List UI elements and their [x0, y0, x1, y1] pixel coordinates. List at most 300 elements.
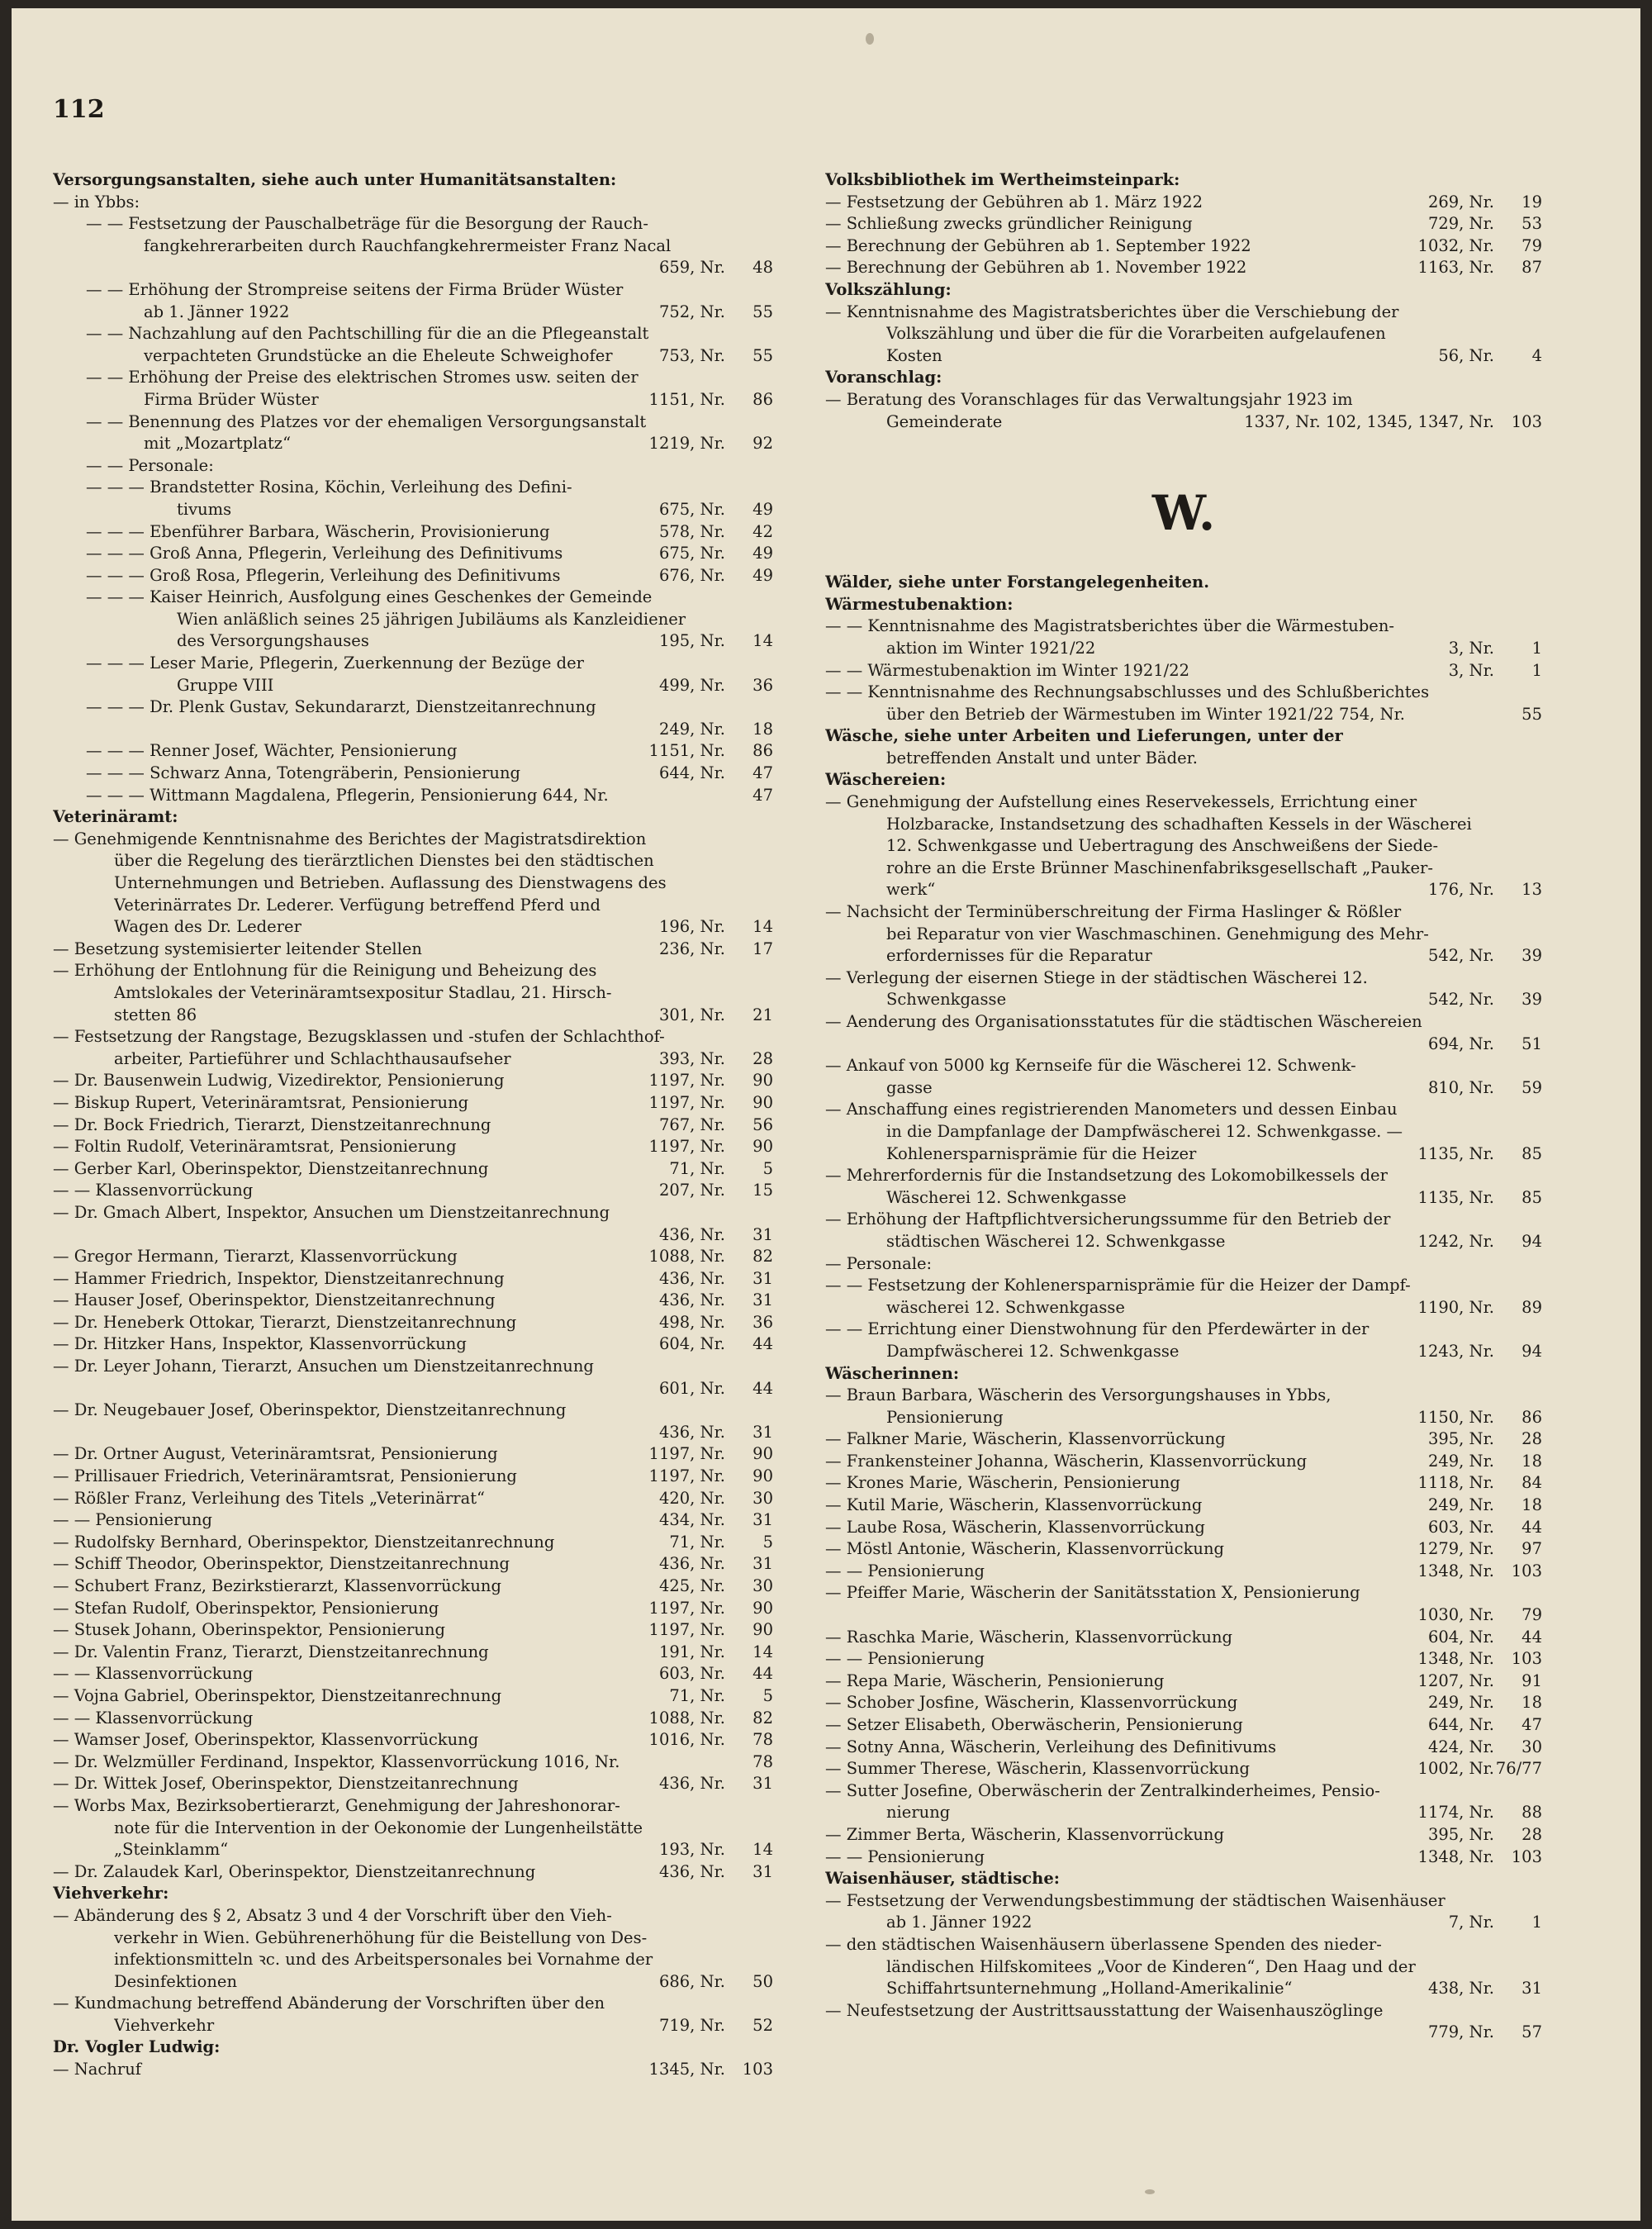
index-entry	[825, 791, 1542, 814]
index-entry	[53, 1708, 773, 1730]
index-entry	[825, 924, 1542, 946]
entry-text: — Dr. Gmach Albert, Inspektor, Ansuchen um Dienstzeitanrechnung	[53, 1202, 610, 1222]
entry-text: — — — Leser Marie, Pflegerin, Zuerkennung der Bezüge der	[86, 653, 584, 673]
entry-text: — Verlegung der eisernen Stiege in der städtischen Wäscherei 12.	[825, 967, 1368, 987]
index-heading	[825, 169, 1542, 192]
issue-number: 84	[1521, 1473, 1542, 1493]
issue-number: 31	[752, 1861, 773, 1881]
page-reference: 434, Nr.	[658, 1510, 725, 1530]
entry-text: rohre an die Erste Brünner Maschinenfabriksgesellschaft „Pauker-	[886, 858, 1433, 877]
issue-number: 31	[752, 1554, 773, 1574]
issue-number: 39	[1521, 990, 1542, 1010]
index-entry	[53, 675, 773, 697]
page-reference: 1151, Nr.	[648, 389, 725, 409]
page-reference: 1030, Nr.	[1417, 1605, 1494, 1625]
index-entry	[53, 1488, 773, 1510]
page-number: 112	[53, 95, 105, 124]
issue-number: 5	[762, 1532, 773, 1552]
index-heading	[825, 769, 1542, 791]
entry-text: — — Wärmestubenaktion im Winter 1921/22	[825, 660, 1190, 680]
page-reference: 1197, Nr.	[648, 1444, 725, 1464]
issue-number: 14	[752, 1642, 773, 1661]
index-entry	[53, 1422, 773, 1444]
entry-text: — Rudolfsky Bernhard, Oberinspektor, Dienstzeitanrechnung	[53, 1532, 555, 1552]
issue-number: 5	[762, 1158, 773, 1178]
page-reference: 301, Nr.	[658, 1005, 725, 1024]
index-entry	[53, 1246, 773, 1268]
issue-number: 90	[752, 1071, 773, 1091]
entry-text: — Dr. Valentin Franz, Tierarzt, Dienstzeitanrechnung	[53, 1642, 489, 1661]
page-reference: 1242, Nr.	[1417, 1231, 1494, 1251]
entry-text: — Genehmigung der Aufstellung eines Reservekessels, Errichtung einer	[825, 792, 1417, 812]
issue-number: 91	[1521, 1671, 1542, 1690]
page-reference: 436, Nr.	[658, 1861, 725, 1881]
right-column-bottom	[825, 572, 1542, 2044]
page-reference: 249, Nr.	[1427, 1451, 1494, 1471]
issue-number: 1	[1531, 638, 1542, 658]
index-entry	[825, 1890, 1542, 1913]
page-reference: 1197, Nr.	[648, 1466, 725, 1486]
entry-text: bei Reparatur von vier Waschmaschinen. Genehmigung des Mehr-	[886, 924, 1429, 943]
page-reference: 676, Nr.	[658, 565, 725, 585]
entry-text: — — Erhöhung der Preise des elektrischen Stromes usw. seiten der	[86, 368, 638, 387]
index-entry	[53, 2015, 773, 2037]
index-entry	[825, 1099, 1542, 1121]
entry-text: Pensionierung	[886, 1407, 1004, 1427]
issue-number: 36	[752, 1312, 773, 1332]
entry-text: — Biskup Rupert, Veterinäramtsrat, Pensionierung	[53, 1092, 469, 1112]
issue-number: 21	[752, 1005, 773, 1024]
index-entry	[825, 1846, 1542, 1869]
entry-text: Wagen des Dr. Lederer	[114, 917, 301, 937]
page-reference: 1207, Nr.	[1417, 1671, 1494, 1690]
page-reference: 1032, Nr.	[1417, 235, 1494, 255]
page-reference: 436, Nr.	[658, 1268, 725, 1288]
index-entry	[53, 1048, 773, 1071]
index-entry	[825, 1209, 1542, 1231]
index-entry	[825, 345, 1542, 368]
issue-number: 44	[1521, 1627, 1542, 1647]
issue-number: 14	[752, 631, 773, 651]
entry-text: — Genehmigende Kenntnisnahme des Berichtes der Magistratsdirektion	[53, 829, 647, 848]
issue-number: 90	[752, 1092, 773, 1112]
index-heading	[53, 169, 773, 192]
issue-number: 31	[752, 1268, 773, 1288]
page-reference: 1151, Nr.	[648, 741, 725, 761]
entry-text: — — — Groß Anna, Pflegerin, Verleihung des Definitivums	[86, 544, 563, 563]
issue-number: 30	[752, 1488, 773, 1508]
page-reference: 779, Nr.	[1427, 2022, 1494, 2042]
index-entry	[53, 1158, 773, 1181]
index-heading	[825, 279, 1542, 302]
entry-text: — Dr. Bock Friedrich, Tierarzt, Dienstzeitanrechnung	[53, 1114, 491, 1134]
entry-text: infektionsmitteln ꝛc. und des Arbeitspersonales bei Vornahme der	[114, 1950, 653, 1970]
index-entry	[825, 257, 1542, 279]
index-entry	[53, 1333, 773, 1356]
index-entry	[53, 367, 773, 389]
page-reference: 3, Nr.	[1448, 660, 1494, 680]
entry-text: Volksbibliothek im Wertheimsteinpark:	[825, 170, 1180, 189]
page-reference: 1088, Nr.	[648, 1247, 725, 1267]
index-entry	[53, 543, 773, 565]
index-entry	[825, 1319, 1542, 1341]
page-reference: 659, Nr.	[658, 258, 725, 278]
index-entry	[825, 1912, 1542, 1934]
entry-text: — Erhöhung der Haftpflichtversicherungssumme für den Betrieb der	[825, 1210, 1391, 1229]
entry-text: Volkszählung:	[825, 279, 952, 299]
entry-text: — — Erhöhung der Strompreise seitens der Firma Brüder Wüster	[86, 279, 624, 299]
entry-text: Wäschereien:	[825, 770, 947, 790]
issue-number: 90	[752, 1137, 773, 1157]
issue-number: 79	[1521, 1605, 1542, 1625]
entry-text: Voranschlag:	[825, 368, 942, 387]
index-entry	[53, 1443, 773, 1466]
page-reference: 1197, Nr.	[648, 1598, 725, 1618]
entry-text: des Versorgungshauses	[177, 631, 369, 651]
index-entry	[53, 1576, 773, 1598]
entry-text: — Schiff Theodor, Oberinspektor, Dienstzeitanrechnung	[53, 1554, 510, 1574]
issue-number: 44	[1521, 1517, 1542, 1537]
entry-text: — Stusek Johann, Oberinspektor, Pensionierung	[53, 1620, 445, 1640]
entry-text: Wäsche, siehe unter Arbeiten und Lieferungen, unter der	[825, 726, 1343, 746]
page-reference: 753, Nr.	[658, 345, 725, 365]
entry-text	[177, 1224, 659, 1247]
issue-number: 90	[752, 1444, 773, 1464]
issue-number: 51	[1521, 1034, 1542, 1053]
index-entry	[53, 1729, 773, 1751]
entry-text: — — — Renner Josef, Wächter, Pensionierung	[86, 741, 458, 761]
issue-number: 14	[752, 917, 773, 937]
index-heading	[825, 1363, 1542, 1385]
index-entry	[825, 1780, 1542, 1803]
issue-number: 85	[1521, 1187, 1542, 1207]
entry-text: — Kutil Marie, Wäscherin, Klassenvorrückung	[825, 1495, 1203, 1515]
entry-text: — Dr. Zalaudek Karl, Oberinspektor, Dienstzeitanrechnung	[53, 1861, 536, 1881]
page-reference: 675, Nr.	[658, 544, 725, 563]
entry-text: — Laube Rosa, Wäscherin, Klassenvorrückung	[825, 1517, 1205, 1537]
index-entry	[825, 1428, 1542, 1451]
entry-text: nierung	[886, 1803, 951, 1823]
index-entry	[825, 1692, 1542, 1714]
entry-text: Desinfektionen	[114, 1971, 238, 1991]
entry-text: — Vojna Gabriel, Oberinspektor, Dienstzeitanrechnung	[53, 1685, 502, 1705]
index-entry	[825, 1824, 1542, 1846]
index-entry	[53, 850, 773, 872]
entry-text: Wäscherei 12. Schwenkgasse	[886, 1187, 1127, 1207]
index-entry	[825, 323, 1542, 345]
index-entry	[825, 192, 1542, 214]
issue-number: 18	[752, 719, 773, 739]
index-entry	[825, 1671, 1542, 1693]
page-reference: 424, Nr.	[1427, 1737, 1494, 1756]
entry-text: — Stefan Rudolf, Oberinspektor, Pensionierung	[53, 1598, 439, 1618]
entry-text: — Dr. Neugebauer Josef, Oberinspektor, Dienstzeitanrechnung	[53, 1400, 567, 1420]
index-entry	[825, 389, 1542, 411]
issue-number: 103	[1511, 1649, 1542, 1669]
page-reference: 1348, Nr.	[1417, 1561, 1494, 1580]
index-entry	[53, 499, 773, 521]
index-entry	[53, 609, 773, 631]
entry-text: — Foltin Rudolf, Veterinäramtsrat, Pensionierung	[53, 1137, 457, 1157]
entry-text: — in Ybbs:	[53, 192, 140, 211]
page-reference: 603, Nr.	[658, 1664, 725, 1684]
entry-text: werk“	[886, 880, 936, 900]
index-entry	[53, 521, 773, 544]
index-entry	[53, 192, 773, 214]
index-entry	[825, 814, 1542, 836]
index-entry	[53, 1136, 773, 1158]
entry-text: — Krones Marie, Wäscherin, Pensionierung	[825, 1473, 1180, 1493]
index-entry	[825, 879, 1542, 901]
page-reference: 249, Nr.	[658, 719, 725, 739]
entry-text: mit „Mozartplatz“	[144, 434, 292, 454]
entry-text: — — Festsetzung der Pauschalbeträge für die Besorgung der Rauch-	[86, 214, 648, 234]
index-entry	[53, 1839, 773, 1861]
entry-text: — — Kenntnisnahme des Rechnungsabschlusses und des Schlußberichtes	[825, 682, 1430, 702]
index-entry	[825, 411, 1542, 434]
page-reference: 71, Nr.	[669, 1685, 725, 1705]
index-entry	[825, 1561, 1542, 1583]
index-entry	[53, 1685, 773, 1708]
page-reference: 436, Nr.	[658, 1290, 725, 1310]
entry-text: — — Personale:	[86, 455, 214, 475]
right-column-top	[825, 169, 1542, 433]
index-entry	[825, 1538, 1542, 1561]
entry-text	[949, 2022, 1428, 2044]
index-entry	[53, 1114, 773, 1137]
index-heading	[825, 725, 1542, 748]
page-reference: 420, Nr.	[658, 1488, 725, 1508]
entry-text: 12. Schwenkgasse und Uebertragung des Anschweißens der Siede-	[886, 836, 1439, 856]
index-entry	[825, 1341, 1542, 1363]
index-entry	[825, 302, 1542, 324]
index-entry	[53, 630, 773, 653]
entry-text	[949, 1034, 1428, 1056]
index-entry	[825, 1121, 1542, 1143]
page-reference: 236, Nr.	[658, 939, 725, 958]
index-entry	[53, 1268, 773, 1290]
page-reference: 601, Nr.	[658, 1378, 725, 1398]
entry-text: — Neufestsetzung der Austrittsausstattung der Waisenhauszöglinge	[825, 2000, 1384, 2020]
entry-text: städtischen Wäscherei 12. Schwenkgasse	[886, 1231, 1226, 1251]
index-entry	[53, 719, 773, 741]
issue-number: 42	[752, 521, 773, 541]
index-entry	[53, 1927, 773, 1950]
issue-number: 103	[742, 2060, 773, 2079]
index-entry	[53, 1290, 773, 1312]
index-entry	[53, 785, 773, 807]
entry-text: — — Klassenvorrückung	[53, 1181, 254, 1200]
issue-number: 31	[752, 1422, 773, 1442]
entry-text: — — Nachzahlung auf den Pachtschilling für die an die Pflegeanstalt	[86, 324, 649, 344]
issue-number: 1	[1531, 1913, 1542, 1932]
entry-text: Kohlenersparnisprämie für die Heizer	[886, 1143, 1197, 1163]
entry-text: Firma Brüder Wüster	[144, 389, 319, 409]
issue-number: 88	[1521, 1803, 1542, 1823]
index-entry	[825, 967, 1542, 990]
issue-number: 36	[752, 675, 773, 695]
index-entry	[53, 1619, 773, 1642]
index-entry	[825, 1956, 1542, 1979]
entry-text: Wien anläßlich seines 25 jährigen Jubiläums als Kanzleidiener	[177, 609, 686, 629]
entry-text: — Besetzung systemisierter leitender Stellen	[53, 939, 422, 958]
index-entry	[825, 1055, 1542, 1077]
page-reference: 71, Nr.	[669, 1532, 725, 1552]
issue-number: 17	[752, 939, 773, 958]
entry-text: — Pfeiffer Marie, Wäscherin der Sanitätsstation X, Pensionierung	[825, 1583, 1360, 1603]
page-reference: 719, Nr.	[658, 2015, 725, 2035]
index-entry	[825, 2022, 1542, 2044]
index-entry	[53, 960, 773, 982]
page-reference: 1345, Nr.	[648, 2060, 725, 2079]
issue-number: 44	[752, 1664, 773, 1684]
entry-text: — Falkner Marie, Wäscherin, Klassenvorrückung	[825, 1429, 1226, 1449]
page-reference: 3, Nr.	[1448, 638, 1494, 658]
index-entry	[825, 945, 1542, 967]
index-entry	[53, 916, 773, 939]
issue-number: 82	[752, 1708, 773, 1728]
entry-text: verpachteten Grundstücke an die Eheleute Schweighofer	[144, 345, 613, 365]
entry-text: Viehverkehr:	[53, 1884, 169, 1903]
issue-number: 28	[1521, 1429, 1542, 1449]
entry-text: — Ankauf von 5000 kg Kernseife für die Wäscherei 12. Schwenk-	[825, 1056, 1356, 1076]
entry-text	[144, 257, 659, 279]
index-entry	[825, 615, 1542, 638]
issue-number: 49	[752, 565, 773, 585]
page-reference: 1337, Nr. 102, 1345, 1347, Nr.	[1244, 411, 1494, 431]
entry-text: — Gerber Karl, Oberinspektor, Dienstzeitanrechnung	[53, 1158, 489, 1178]
index-entry	[825, 748, 1542, 770]
index-entry	[53, 696, 773, 719]
entry-text: — Kenntnisnahme des Magistratsberichtes über die Verschiebung der	[825, 302, 1399, 321]
page-reference: 71, Nr.	[669, 1158, 725, 1178]
entry-text: tivums	[177, 499, 232, 519]
page-reference: 191, Nr.	[658, 1642, 725, 1661]
index-entry	[825, 1253, 1542, 1276]
page-reference: 644, Nr.	[1427, 1715, 1494, 1734]
issue-number: 82	[752, 1247, 773, 1267]
entry-text: Unternehmungen und Betrieben. Auflassung des Dienstwagens des	[114, 873, 667, 892]
index-entry	[53, 895, 773, 917]
index-entry	[53, 1466, 773, 1488]
page-reference: 1219, Nr.	[648, 434, 725, 454]
index-entry	[53, 323, 773, 345]
entry-text: — — Pensionierung	[825, 1561, 985, 1580]
index-entry	[825, 1407, 1542, 1429]
index-entry	[825, 704, 1542, 726]
entry-text: — — — Groß Rosa, Pflegerin, Verleihung des Definitivums	[86, 565, 561, 585]
page-reference: 603, Nr.	[1427, 1517, 1494, 1537]
index-entry	[825, 1978, 1542, 2000]
index-entry	[53, 1905, 773, 1927]
page-reference: 249, Nr.	[1427, 1495, 1494, 1515]
index-entry	[53, 433, 773, 455]
entry-text: Wärmestubenaktion:	[825, 594, 1014, 614]
page-reference: 436, Nr.	[658, 1774, 725, 1794]
page-reference: 196, Nr.	[658, 917, 725, 937]
page-reference: 1197, Nr.	[648, 1620, 725, 1640]
index-heading	[53, 806, 773, 829]
entry-text: — Berechnung der Gebühren ab 1. September 1922	[825, 235, 1251, 255]
entry-text: über die Regelung des tierärztlichen Dienstes bei den städtischen	[114, 851, 654, 871]
entry-text: — Anschaffung eines registrierenden Manometers und dessen Einbau	[825, 1100, 1398, 1119]
issue-number: 59	[1521, 1077, 1542, 1097]
entry-text: — — Pensionierung	[53, 1510, 212, 1530]
issue-number: 90	[752, 1598, 773, 1618]
issue-number: 31	[1521, 1979, 1542, 1998]
index-entry	[53, 1400, 773, 1422]
entry-text: „Steinklamm“	[114, 1840, 229, 1860]
entry-text: — Abänderung des § 2, Absatz 3 und 4 der Vorschrift über den Vieh-	[53, 1905, 612, 1925]
page-reference: 176, Nr.	[1427, 880, 1494, 900]
page-reference: 1190, Nr.	[1417, 1297, 1494, 1317]
index-entry	[53, 740, 773, 763]
entry-text: — Frankensteiner Johanna, Wäscherin, Klassenvorrückung	[825, 1451, 1308, 1471]
index-entry	[825, 1582, 1542, 1604]
index-entry	[53, 389, 773, 411]
index-entry	[825, 2000, 1542, 2022]
index-entry	[825, 1737, 1542, 1759]
entry-text: — Wamser Josef, Oberinspektor, Klassenvorrückung	[53, 1730, 479, 1750]
index-entry	[53, 302, 773, 324]
entry-text: — Dr. Hitzker Hans, Inspektor, Klassenvorrückung	[53, 1334, 467, 1354]
entry-text: — Hauser Josef, Oberinspektor, Dienstzeitanrechnung	[53, 1290, 496, 1310]
index-entry	[825, 1077, 1542, 1100]
issue-number: 55	[752, 302, 773, 321]
index-entry	[825, 1385, 1542, 1407]
page-reference: 395, Nr.	[1427, 1824, 1494, 1844]
index-heading	[825, 594, 1542, 616]
entry-text: Dr. Vogler Ludwig:	[53, 2037, 221, 2057]
index-entry	[53, 235, 773, 258]
entry-text: — Aenderung des Organisationsstatutes für die städtischen Wäschereien	[825, 1012, 1422, 1031]
issue-number: 39	[1521, 946, 1542, 966]
entry-text: — — Pensionierung	[825, 1649, 985, 1669]
page-reference: 56, Nr.	[1438, 345, 1494, 365]
issue-number: 18	[1521, 1451, 1542, 1471]
page-reference: 604, Nr.	[1427, 1627, 1494, 1647]
entry-text: — Kundmachung betreffend Abänderung der Vorschriften über den	[53, 1994, 605, 2013]
entry-text: — Zimmer Berta, Wäscherin, Klassenvorrückung	[825, 1824, 1224, 1844]
index-entry	[53, 1861, 773, 1884]
index-entry	[53, 1993, 773, 2015]
entry-text: — — — Ebenführer Barbara, Wäscherin, Provisionierung	[86, 521, 550, 541]
entry-text: — — — Kaiser Heinrich, Ausfolgung eines Geschenkes der Gemeinde	[86, 587, 653, 607]
page-reference: 729, Nr.	[1427, 214, 1494, 234]
entry-text: aktion im Winter 1921/22	[886, 638, 1096, 658]
index-entry	[53, 1180, 773, 1202]
index-entry	[53, 1378, 773, 1400]
issue-number: 44	[752, 1334, 773, 1354]
index-entry	[825, 989, 1542, 1011]
index-entry	[825, 1165, 1542, 1187]
page-reference: 1135, Nr.	[1417, 1187, 1494, 1207]
issue-number: 31	[752, 1774, 773, 1794]
index-entry	[825, 682, 1542, 704]
index-entry	[825, 213, 1542, 235]
entry-text: note für die Intervention in der Oekonomie der Lungenheilstätte	[114, 1818, 643, 1837]
index-heading	[825, 1868, 1542, 1890]
right-column	[825, 169, 1542, 2044]
index-entry	[825, 1451, 1542, 1473]
issue-number: 1	[1531, 660, 1542, 680]
issue-number: 52	[752, 2015, 773, 2035]
entry-text: erfordernisses für die Reparatur	[886, 946, 1152, 966]
index-entry	[825, 835, 1542, 858]
issue-number: 49	[752, 544, 773, 563]
page-reference: 498, Nr.	[658, 1312, 725, 1332]
index-entry	[825, 1802, 1542, 1824]
